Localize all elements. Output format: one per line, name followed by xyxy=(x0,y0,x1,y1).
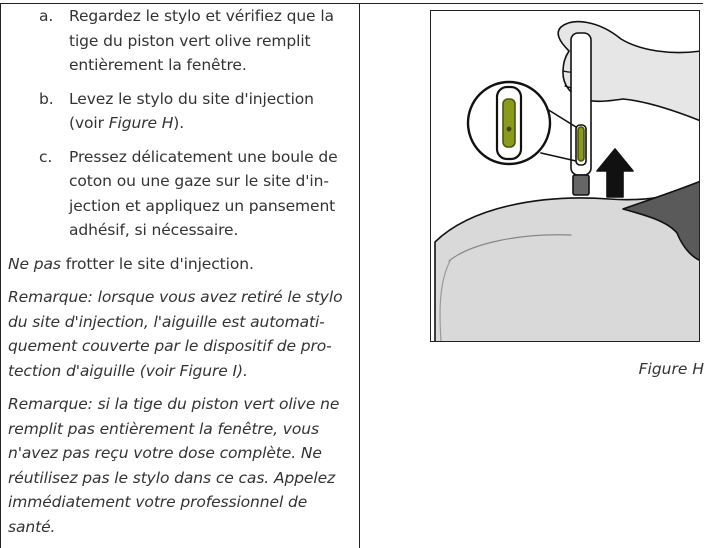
step-text: Levez le stylo du site d'injection (voir Figure H). xyxy=(69,89,314,132)
step-letter: c. xyxy=(39,147,53,166)
column-divider xyxy=(359,3,360,548)
list-item xyxy=(8,4,352,78)
list-item xyxy=(8,87,352,136)
remark-paragraph: Remarque: lorsque vous avez retiré le stylo du site d'injection, l'aiguille est automati-quement couverte par le dispositif de pro-tection d'aiguille (voir Figure I). xyxy=(8,288,343,380)
list-item xyxy=(8,145,352,243)
step-letter: b. xyxy=(39,89,54,108)
step-letter: a. xyxy=(39,7,54,25)
instructions-column xyxy=(8,4,352,548)
step-text: Pressez délicatement une boule de coton ou une gaze sur le site d'in-jection et appliquez un pansement adhésif, si nécessaire. xyxy=(69,147,338,239)
figure-h-illustration xyxy=(430,10,700,342)
steps-list xyxy=(8,4,352,243)
figure-caption: Figure H xyxy=(638,360,704,378)
pen-removal-drawing xyxy=(431,11,700,342)
figure-reference: Figure H xyxy=(108,114,174,132)
zoomed-piston xyxy=(503,99,515,147)
piston-window xyxy=(578,127,584,161)
zoomed-piston-marker xyxy=(507,127,512,132)
pen-tip xyxy=(573,175,589,195)
warning-text: Ne pas frotter le site d'injection. xyxy=(8,254,254,273)
up-arrow-icon xyxy=(597,149,633,197)
remark-paragraph: Remarque: si la tige du piston vert olive ne remplit pas entièrement la fenêtre, vous n'avez pas reçu votre dose complète. Ne réutilisez pas le stylo dans ce cas. Appelez immédiatement votre professionnel de santé. xyxy=(8,395,340,536)
step-text: Regardez le stylo et vérifiez que la tige du piston vert olive remplit entièrement la fenêtre. xyxy=(69,7,334,74)
